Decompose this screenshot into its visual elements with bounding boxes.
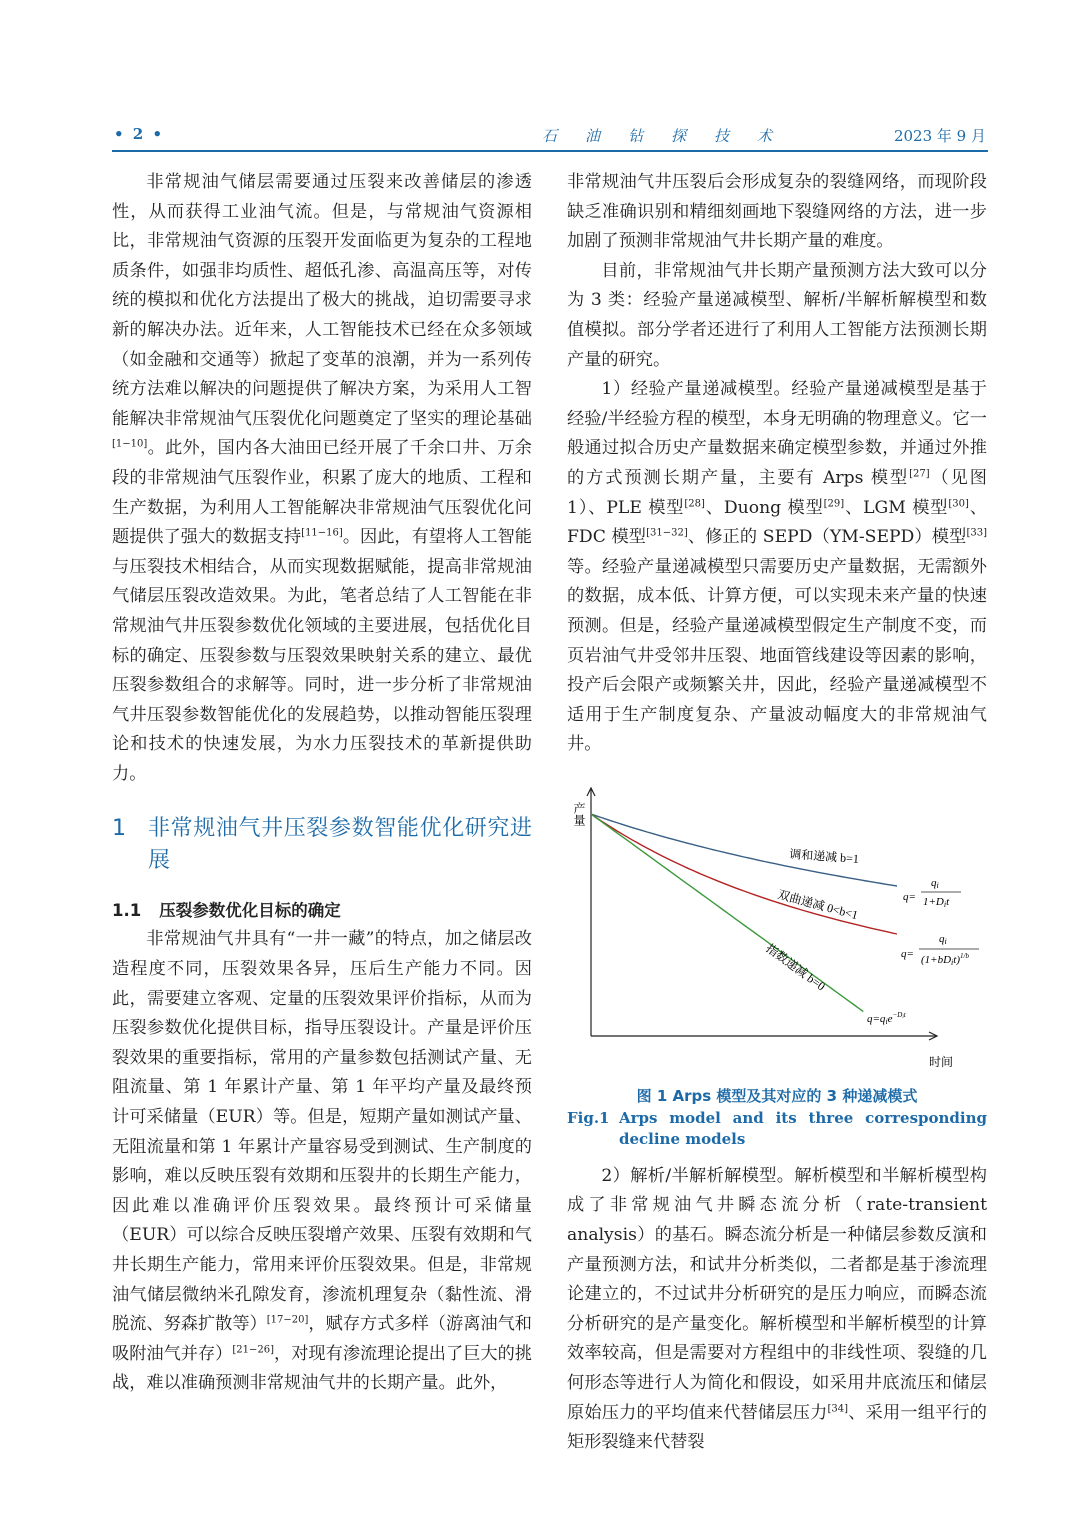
subsection-heading bbox=[112, 897, 532, 925]
citation[interactable]: [21−26] bbox=[232, 1344, 275, 1356]
citation[interactable]: [30] bbox=[948, 497, 969, 509]
figure-caption-en-text: Arps model and its three corresponding decline models bbox=[619, 1108, 987, 1148]
figure-caption-en bbox=[567, 1108, 987, 1150]
citation[interactable]: [17−20] bbox=[266, 1314, 309, 1326]
exponential-formula bbox=[867, 1011, 907, 1026]
figure-arps bbox=[567, 774, 987, 1074]
paragraph-empirical: 1）经验产量递减模型。经验产量递减模型是基于经验/半经验方程的模型，本身无明确的物理意义。它一般通过拟合历史产量数据来确定模型参数，并通过外推的方式预测长期产量，主要有 Arps 模型[27]（见图 1）、PLE 模型[28]、Duong 模型[29]、LGM 模型[30]、FDC 模型[31−32]、修正的 SEPD（YM-SEPD）模型[33]等。经验产量递减模型只需要历史产量数据，无需额外的数据，成本低、计算方便，可以实现未来产量的快速预测。但是，经验产量递减模型假定生产制度不变，而页岩油气井受邻井压裂、地面管线建设等因素的影响，投产后会限产或频繁关井，因此，经验产量递减模型不适用于生产制度复杂、产量波动幅度大的非常规油气井。 bbox=[567, 379, 987, 755]
issue-date: 2023 年 9 月 bbox=[893, 127, 986, 145]
hyperbolic-formula bbox=[901, 933, 979, 967]
subsection-title: 压裂参数优化目标的确定 bbox=[159, 901, 341, 921]
paragraph-objective: 非常规油气井具有“一井一藏”的特点，加之储层改造程度不同，压裂效果各异，压后生产能力不同。因此，需要建立客观、定量的压裂效果评价指标，从而为压裂参数优化提供目标，指导压裂设计。产量是评价压裂效果的重要指标，常用的产量参数包括测试产量、无阻流量、第 1 年累计产量、第 1 年平均产量及最终预计可采储量（EUR）等。但是，短期产量如测试产量、无阻流量和第 1 年累计产量容易受到测试、生产制度的影响，难以反映压裂有效期和压裂井的长期生产能力，因此难以准确评价压裂效果。最终预计可采储量（EUR）可以综合反映压裂增产效果、压裂有效期和气井长期生产能力，常用来评价压裂效果。但是，非常规油气储层微纳米孔隙发育，渗流机理复杂（黏性流、滑脱流、努森扩散等）[17−20]，赋存方式多样（游离油气和吸附油气并存）[21−26]，对现有渗流理论提出了巨大的挑战，难以准确预测非常规油气井的长期产量。此外， bbox=[112, 929, 532, 1394]
citation[interactable]: [34] bbox=[827, 1402, 849, 1414]
harmonic-formula bbox=[903, 877, 961, 909]
citation[interactable]: [33] bbox=[966, 527, 987, 539]
header-rule bbox=[112, 150, 988, 152]
subsection-number: 1.1 bbox=[112, 901, 142, 921]
citation[interactable]: [31−32] bbox=[646, 527, 688, 539]
harmonic-label: 调和递减 b=1 bbox=[788, 846, 860, 866]
harmonic-curve bbox=[591, 814, 897, 886]
journal-title: 石油钻探技术 bbox=[542, 127, 801, 145]
x-axis-label: 时间 bbox=[929, 1054, 954, 1069]
paragraph-analytical: 2）解析/半解析解模型。解析模型和半解析模型构成了非常规油气井瞬态流分析（rate-transient analysis）的基石。瞬态流分析是一种储层参数反演和产量预测方法，和试井分析类似，二者都是基于渗流理论建立的，不过试井分析研究的是压力响应，而瞬态流分析研究的是产量变化。解析模型和半解析模型的计算效率较高，但是需要对方程组中的非线性项、裂缝的几何形态等进行人为简化和假设，如采用井底流压和储层原始压力的平均值来代替储层压力[34]、采用一组平行的矩形裂缝来代替裂 bbox=[567, 1165, 987, 1453]
section-title: 非常规油气井压裂参数智能优化研究进展 bbox=[148, 816, 532, 874]
svg-text:q=qie−Dit: q=qie$^{-D}$it bbox=[867, 1010, 906, 1026]
left-column bbox=[112, 168, 532, 1399]
citation[interactable]: [29] bbox=[823, 497, 845, 509]
svg-text:q=: q= bbox=[903, 890, 916, 903]
paragraph-intro: 非常规油气储层需要通过压裂来改善储层的渗透性，从而获得工业油气流。但是，与常规油气资源相比，非常规油气资源的压裂开发面临更为复杂的工程地质条件，如强非均质性、超低孔渗、高温高压等，对传统的模拟和优化方法提出了极大的挑战，迫切需要寻求新的解决办法。近年来，人工智能技术已经在众多领域（如金融和交通等）掀起了变革的浪潮，并为一系列传统方法难以解决的问题提供了解决方案，为采用人工智能解决非常规油气压裂优化问题奠定了坚实的理论基础[1−10]。此外，国内各大油田已经开展了千余口井、万余段的非常规油气压裂作业，积累了庞大的地质、工程和生产数据，为利用人工智能解决非常规油气压裂优化问题提供了强大的数据支持[11−16]。因此，有望将人工智能与压裂技术相结合，从而实现数据赋能，提高非常规油气储层压裂改造效果。为此，笔者总结了人工智能在非常规油气井压裂参数优化领域的主要进展，包括优化目标的确定、压裂参数与压裂效果映射关系的建立、最优压裂参数组合的求解等。同时，进一步分析了非常规油气井压裂参数智能优化的发展趋势，以推动智能压裂理论和技术的快速发展，为水力压裂技术的革新提供助力。 bbox=[112, 172, 532, 784]
chart-axes bbox=[587, 788, 937, 1040]
svg-text:q=: q= bbox=[901, 947, 914, 960]
hyperbolic-label: 双曲递减 0<b<1 bbox=[776, 887, 860, 923]
section-heading bbox=[112, 813, 532, 877]
citation[interactable]: [11−16] bbox=[301, 527, 343, 539]
y-axis-label: 产量 bbox=[572, 801, 586, 826]
arps-chart bbox=[567, 774, 987, 1074]
svg-text:1+Dit: 1+Dit bbox=[923, 895, 950, 909]
paragraph-methods: 目前，非常规油气井长期产量预测方法大致可以分为 3 类：经验产量递减模型、解析/半解析解模型和数值模拟。部分学者还进行了利用人工智能方法预测长期产量的研究。 bbox=[567, 260, 987, 370]
figure-label-en: Fig.1 bbox=[567, 1108, 610, 1127]
section-number: 1 bbox=[112, 816, 126, 842]
svg-text:qi: qi bbox=[939, 932, 947, 946]
citation[interactable]: [1−10] bbox=[112, 438, 148, 450]
page-header bbox=[112, 122, 988, 148]
citation[interactable]: [27] bbox=[909, 468, 930, 480]
svg-text:(1+bDit)1/b: (1+bDit)$^{1/b}$ bbox=[921, 951, 969, 967]
page-number: • 2 • bbox=[114, 125, 165, 143]
exponential-label: 指数递减 b=0 bbox=[763, 940, 828, 994]
figure-caption-zh: 图 1 Arps 模型及其对应的 3 种递减模式 bbox=[636, 1086, 918, 1105]
paragraph-continued: 非常规油气井压裂后会形成复杂的裂缝网络，而现阶段缺乏准确识别和精细刻画地下裂缝网络的方法，进一步加剧了预测非常规油气井长期产量的难度。 bbox=[567, 172, 987, 252]
right-column bbox=[567, 168, 987, 1458]
svg-text:qi: qi bbox=[931, 876, 939, 890]
citation[interactable]: [28] bbox=[684, 497, 705, 509]
